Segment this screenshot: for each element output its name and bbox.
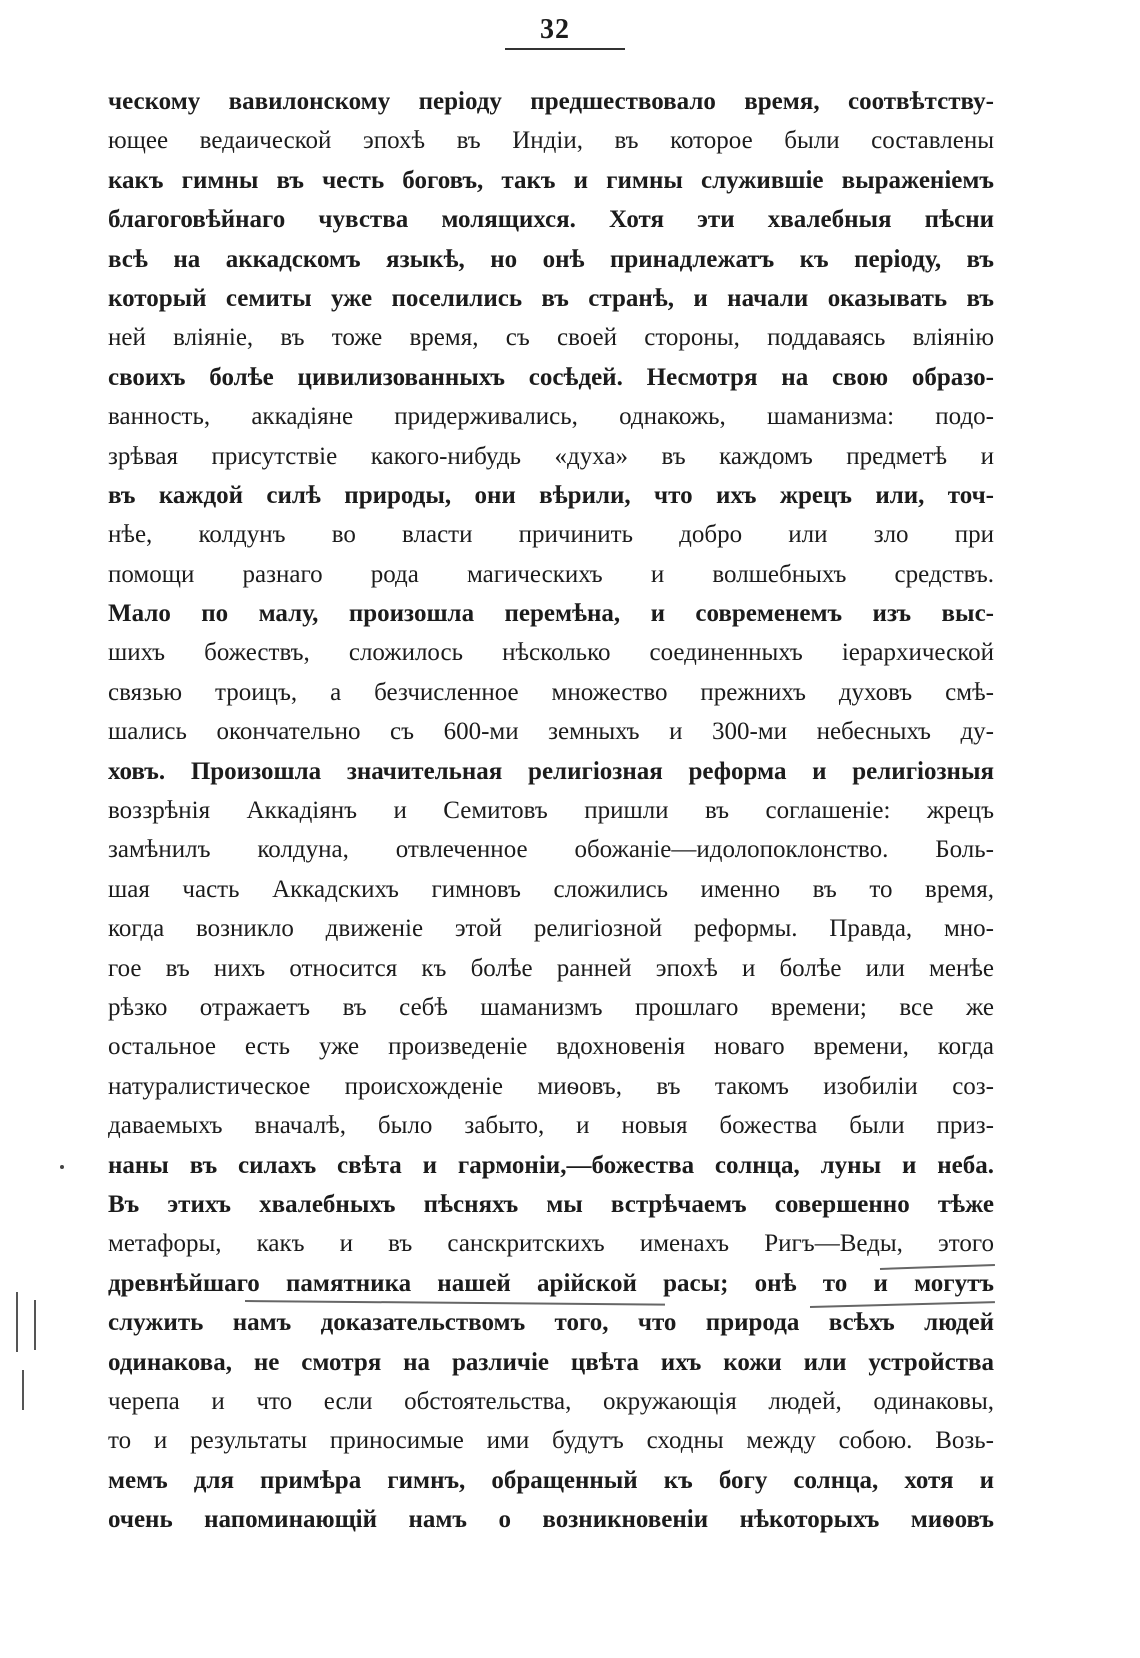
text-line: метафоры, какъ и въ санскритскихъ именахъ Ригъ—Веды, этого bbox=[108, 1230, 994, 1258]
text-line: наны въ силахъ свѣта и гармоніи,—божества солнца, луны и неба. bbox=[108, 1151, 994, 1179]
margin-pencil-mark bbox=[16, 1292, 18, 1352]
text-line: который семиты уже поселились въ странѣ, и начали оказывать въ bbox=[108, 284, 994, 312]
text-line: ней вліяніе, въ тоже время, съ своей стороны, поддаваясь вліянію bbox=[108, 324, 994, 352]
text-line: своихъ болѣе цивилизованныхъ сосѣдей. Несмотря на свою образо- bbox=[108, 363, 994, 391]
text-line: древнѣйшаго памятника нашей арійской расы; онѣ то и могутъ bbox=[108, 1269, 994, 1297]
text-line: шихъ божествъ, сложилось нѣсколько соединенныхъ іерархической bbox=[108, 639, 994, 667]
text-line: мемъ для примѣра гимнъ, обращенный къ богу солнца, хотя и bbox=[108, 1466, 994, 1494]
text-line: даваемыхъ вначалѣ, было забыто, и новыя божества были приз- bbox=[108, 1112, 994, 1140]
text-line: какъ гимны въ честь боговъ, такъ и гимны служившіе выраженіемъ bbox=[108, 166, 994, 194]
text-line: шая часть Аккадскихъ гимновъ сложились именно въ то время, bbox=[108, 875, 994, 903]
text-line: одинакова, не смотря на различіе цвѣта ихъ кожи или устройства bbox=[108, 1348, 994, 1376]
text-line: ющее ведаической эпохѣ въ Индіи, въ которое были составлены bbox=[108, 127, 994, 155]
text-line: нѣе, колдунъ во власти причинить добро или зло при bbox=[108, 521, 994, 549]
body-text bbox=[108, 82, 994, 1539]
page-number: 32 bbox=[540, 14, 570, 45]
text-line: помощи разнаго рода магическихъ и волшебныхъ средствъ. bbox=[108, 560, 994, 588]
text-line: служить намъ доказательствомъ того, что природа всѣхъ людей bbox=[108, 1309, 994, 1337]
text-line: связью троицъ, а безчисленное множество прежнихъ духовъ смѣ- bbox=[108, 678, 994, 706]
text-line: гое въ нихъ относится къ болѣе ранней эпохѣ и болѣе или менѣе bbox=[108, 954, 994, 982]
text-line: остальное есть уже произведеніе вдохновенія новаго времени, когда bbox=[108, 1033, 994, 1061]
text-line: ванность, аккадіяне придерживались, однакожь, шаманизма: подо- bbox=[108, 403, 994, 431]
text-line: ховъ. Произошла значительная религіозная реформа и религіозныя bbox=[108, 757, 994, 785]
text-line: Въ этихъ хвалебныхъ пѣсняхъ мы встрѣчаемъ совершенно тѣже bbox=[108, 1190, 994, 1218]
text-line: зрѣвая присутствіе какого-нибудь «духа» въ каждомъ предметѣ и bbox=[108, 442, 994, 470]
header-rule bbox=[505, 48, 625, 50]
margin-pencil-mark bbox=[22, 1370, 24, 1410]
text-line: въ каждой силѣ природы, они вѣрили, что ихъ жрецъ или, точ- bbox=[108, 481, 994, 509]
margin-dot bbox=[60, 1165, 64, 1169]
text-line: Мало по малу, произошла перемѣна, и современемъ изъ выс- bbox=[108, 600, 994, 628]
text-line: черепа и что если обстоятельства, окружающія людей, одинаковы, bbox=[108, 1387, 994, 1415]
text-line: ческому вавилонскому періоду предшествовало время, соотвѣтству- bbox=[108, 88, 994, 115]
text-line: натуралистическое происхожденіе миѳовъ, въ такомъ изобиліи соз- bbox=[108, 1072, 994, 1100]
text-line: когда возникло движеніе этой религіозной реформы. Правда, мно- bbox=[108, 915, 994, 943]
margin-pencil-mark bbox=[34, 1300, 36, 1350]
text-line: то и результаты приносимые ими будутъ сходны между собою. Возь- bbox=[108, 1427, 994, 1455]
text-line: воззрѣнія Аккадіянъ и Семитовъ пришли въ соглашеніе: жрецъ bbox=[108, 797, 994, 825]
text-line: очень напоминающій намъ о возникновеніи нѣкоторыхъ миѳовъ bbox=[108, 1506, 994, 1534]
text-line: шались окончательно съ 600-ми земныхъ и 300-ми небесныхъ ду- bbox=[108, 718, 994, 746]
text-line: рѣзко отражаетъ въ себѣ шаманизмъ прошлаго времени; все же bbox=[108, 993, 994, 1021]
text-line: благоговѣйнаго чувства молящихся. Хотя эти хвалебныя пѣсни bbox=[108, 206, 994, 234]
text-line: замѣнилъ колдуна, отвлеченное обожаніе—идолопоклонство. Боль- bbox=[108, 836, 994, 864]
text-line: всѣ на аккадскомъ языкѣ, но онѣ принадлежатъ къ періоду, въ bbox=[108, 245, 994, 273]
